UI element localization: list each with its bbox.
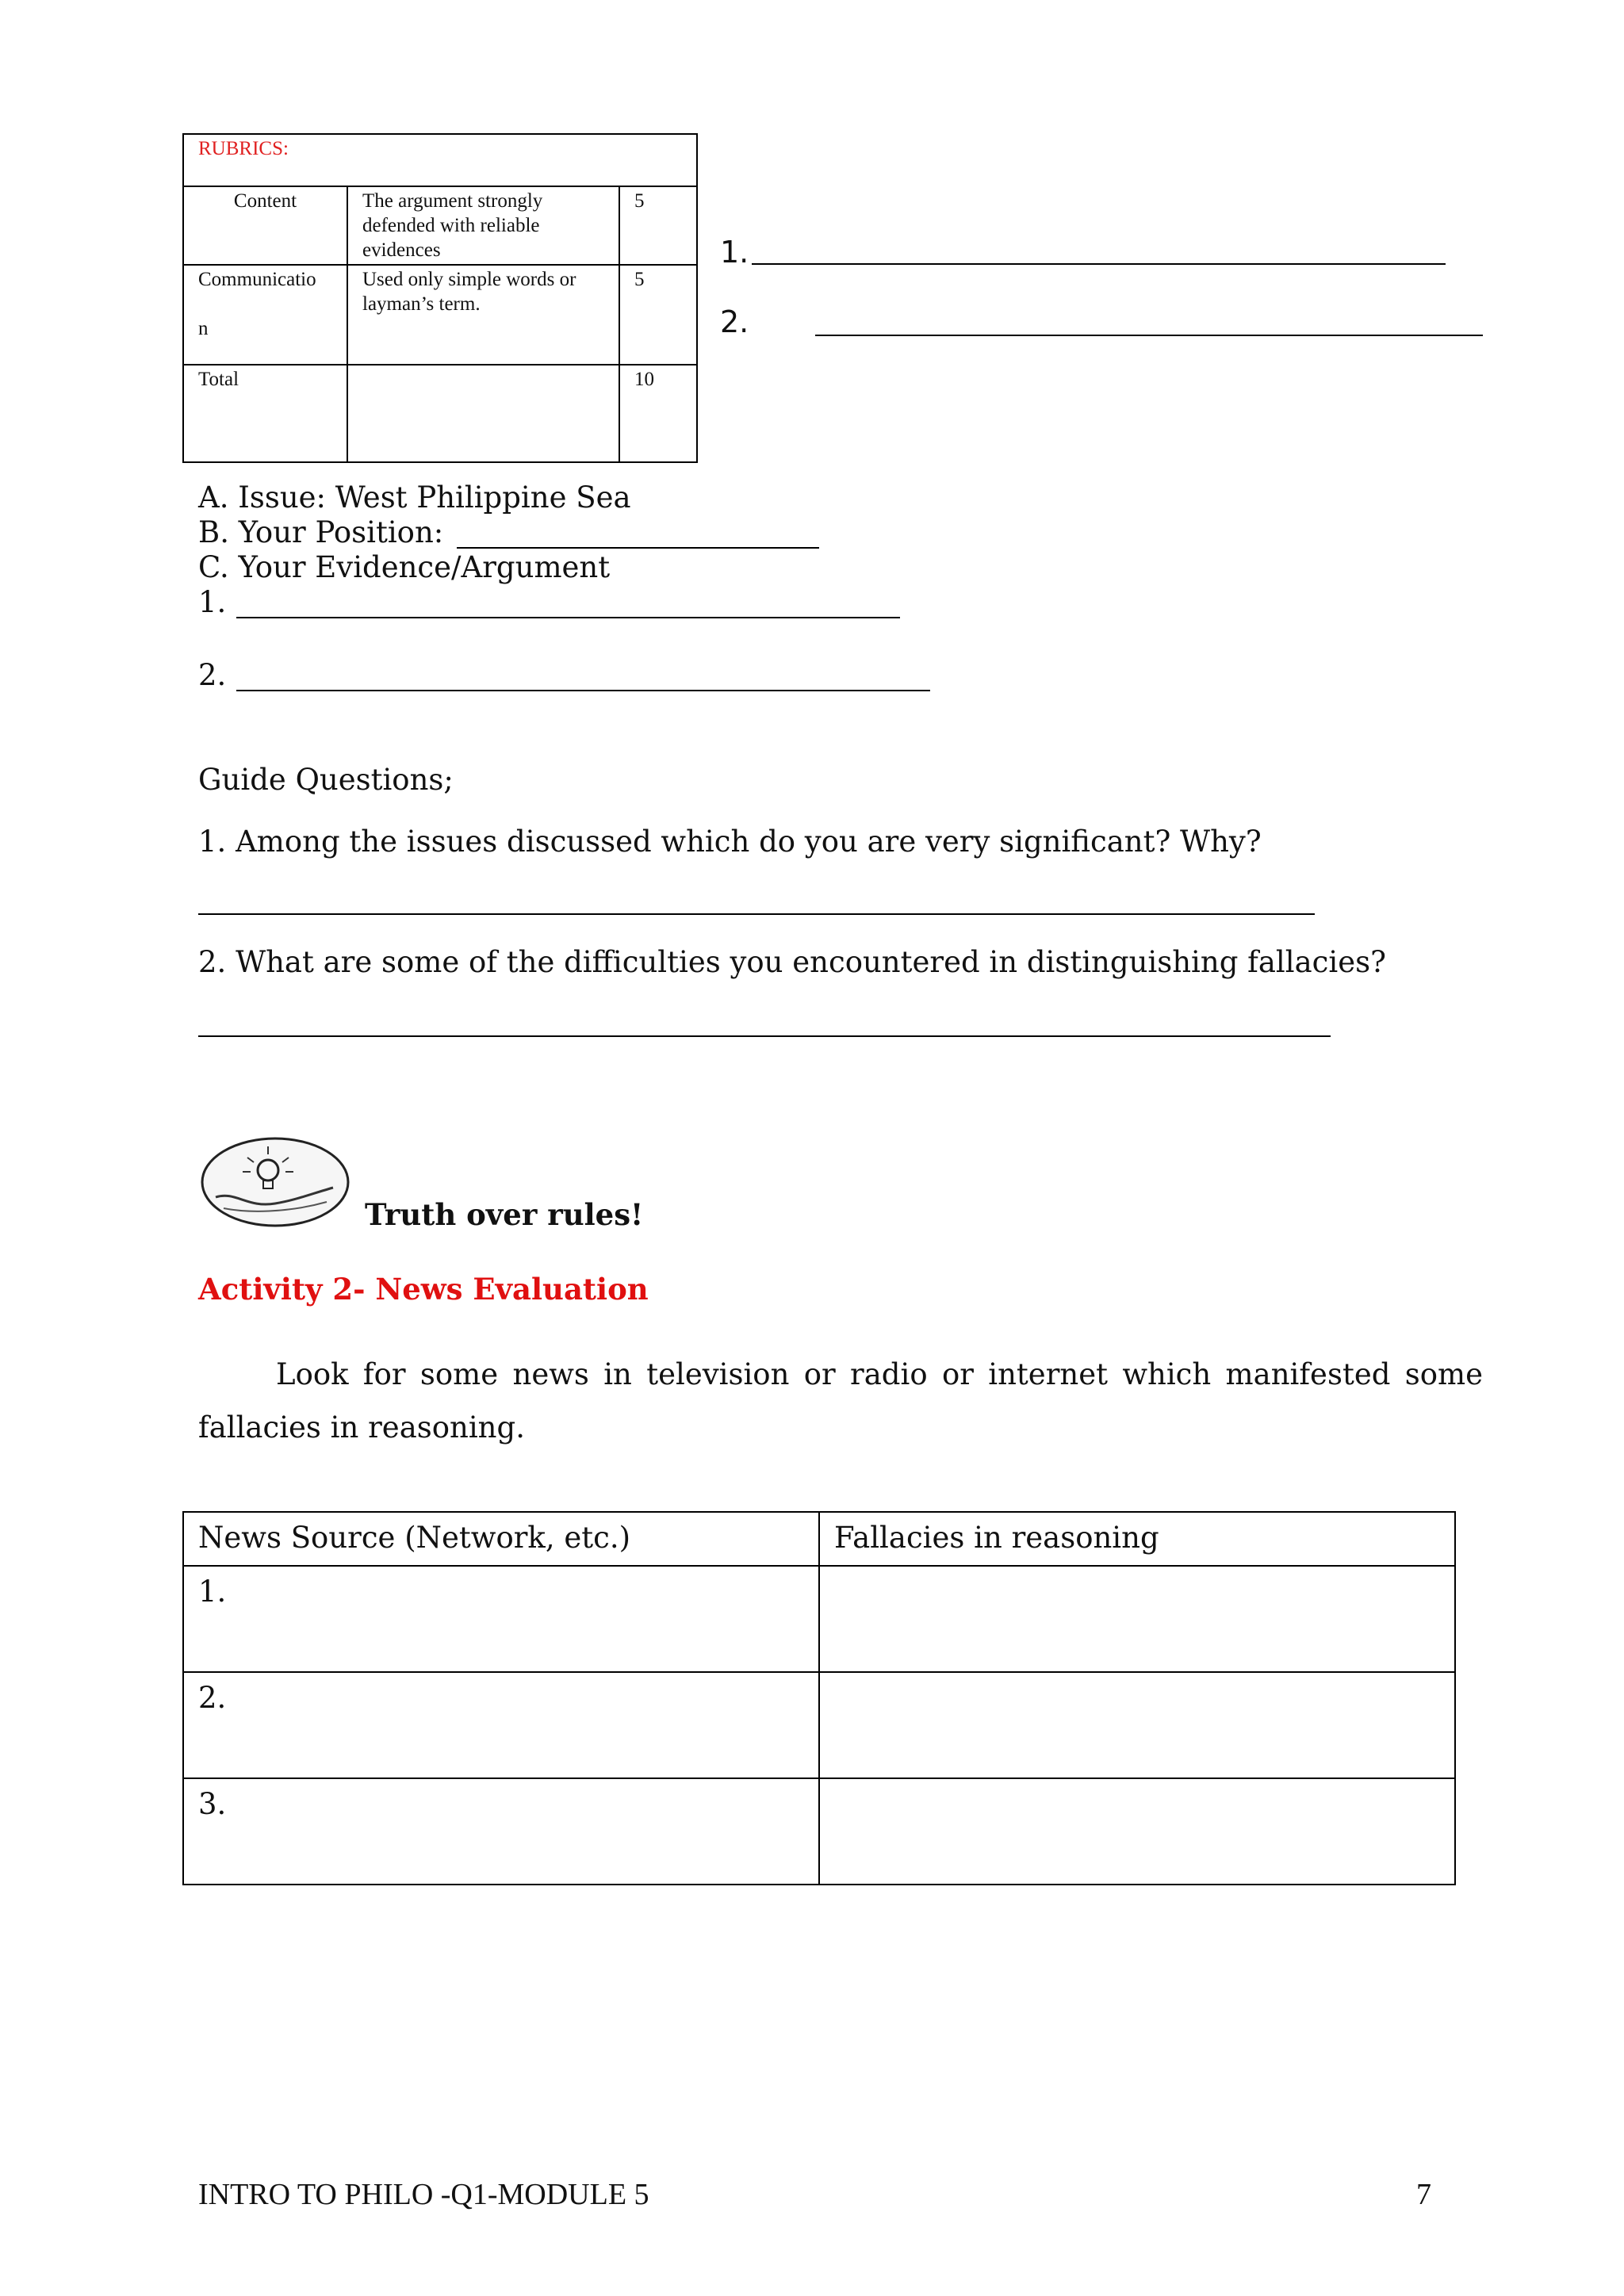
activity-title: Activity 2- News Evaluation: [198, 1272, 649, 1307]
truth-over-rules-label: Truth over rules!: [365, 1197, 644, 1232]
rubrics-table: [182, 133, 698, 463]
rubric-description: The argument strongly defended with reliable evidences: [347, 186, 619, 265]
rubric-points: 10: [619, 365, 697, 462]
guide-title: Guide Questions;: [198, 763, 454, 797]
table-row: [183, 1566, 1455, 1672]
rubrics-title: RUBRICS:: [183, 134, 697, 186]
position-blank[interactable]: [457, 547, 819, 549]
evidence-item-2-number: 2.: [198, 658, 227, 692]
evidence-item-1-blank[interactable]: [236, 617, 900, 618]
rubric-points: 5: [619, 265, 697, 365]
position-label: B. Your Position:: [198, 515, 444, 549]
header-fallacies: Fallacies in reasoning: [819, 1512, 1455, 1566]
page-number: 7: [1416, 2178, 1431, 2211]
lightbulb-hand-icon: [200, 1135, 350, 1229]
guide-question-2: 2. What are some of the difficulties you encountered in distinguishing fallacies?: [198, 945, 1386, 979]
rubric-criterion: Content: [183, 186, 347, 265]
footer-module: INTRO TO PHILO -Q1-MODULE 5: [198, 2178, 649, 2211]
right-item-2-number: 2.: [720, 304, 749, 339]
rubric-row-total: [183, 365, 697, 462]
header-news-source: News Source (Network, etc.): [183, 1512, 819, 1566]
rubric-description: Used only simple words or layman’s term.: [347, 265, 619, 365]
rubric-description: [347, 365, 619, 462]
right-item-2-line[interactable]: [815, 335, 1483, 336]
table-row: [183, 1778, 1455, 1885]
fallacies-cell[interactable]: [819, 1778, 1455, 1885]
news-evaluation-table: [182, 1511, 1456, 1885]
right-item-1-line[interactable]: [752, 263, 1446, 265]
evidence-item-2-blank[interactable]: [236, 690, 930, 691]
issue-line: A. Issue: West Philippine Sea: [198, 480, 631, 515]
evidence-item-1-number: 1.: [198, 585, 227, 619]
rubric-criterion: Total: [183, 365, 347, 462]
right-item-1-number: 1.: [720, 235, 749, 270]
news-source-cell[interactable]: 3.: [183, 1778, 819, 1885]
news-source-cell[interactable]: 2.: [183, 1672, 819, 1778]
rubric-criterion-line1: Communicatio: [198, 269, 316, 290]
activity-instructions: Look for some news in television or radio or internet which manifested some fallacies in reasoning.: [198, 1357, 1483, 1445]
rubric-criterion: [183, 265, 347, 365]
table-row: [183, 1672, 1455, 1778]
fallacies-cell[interactable]: [819, 1672, 1455, 1778]
guide-answer-2-blank[interactable]: [198, 1035, 1331, 1037]
news-table-header: [183, 1512, 1455, 1566]
news-source-cell[interactable]: 1.: [183, 1566, 819, 1672]
rubric-row-communication: [183, 265, 697, 365]
evidence-label: C. Your Evidence/Argument: [198, 550, 611, 584]
guide-answer-1-blank[interactable]: [198, 913, 1315, 915]
rubric-row-content: [183, 186, 697, 265]
rubric-points: 5: [619, 186, 697, 265]
guide-question-1: 1. Among the issues discussed which do you are very significant? Why?: [198, 825, 1262, 859]
rubric-criterion-line2: n: [198, 318, 209, 339]
fallacies-cell[interactable]: [819, 1566, 1455, 1672]
